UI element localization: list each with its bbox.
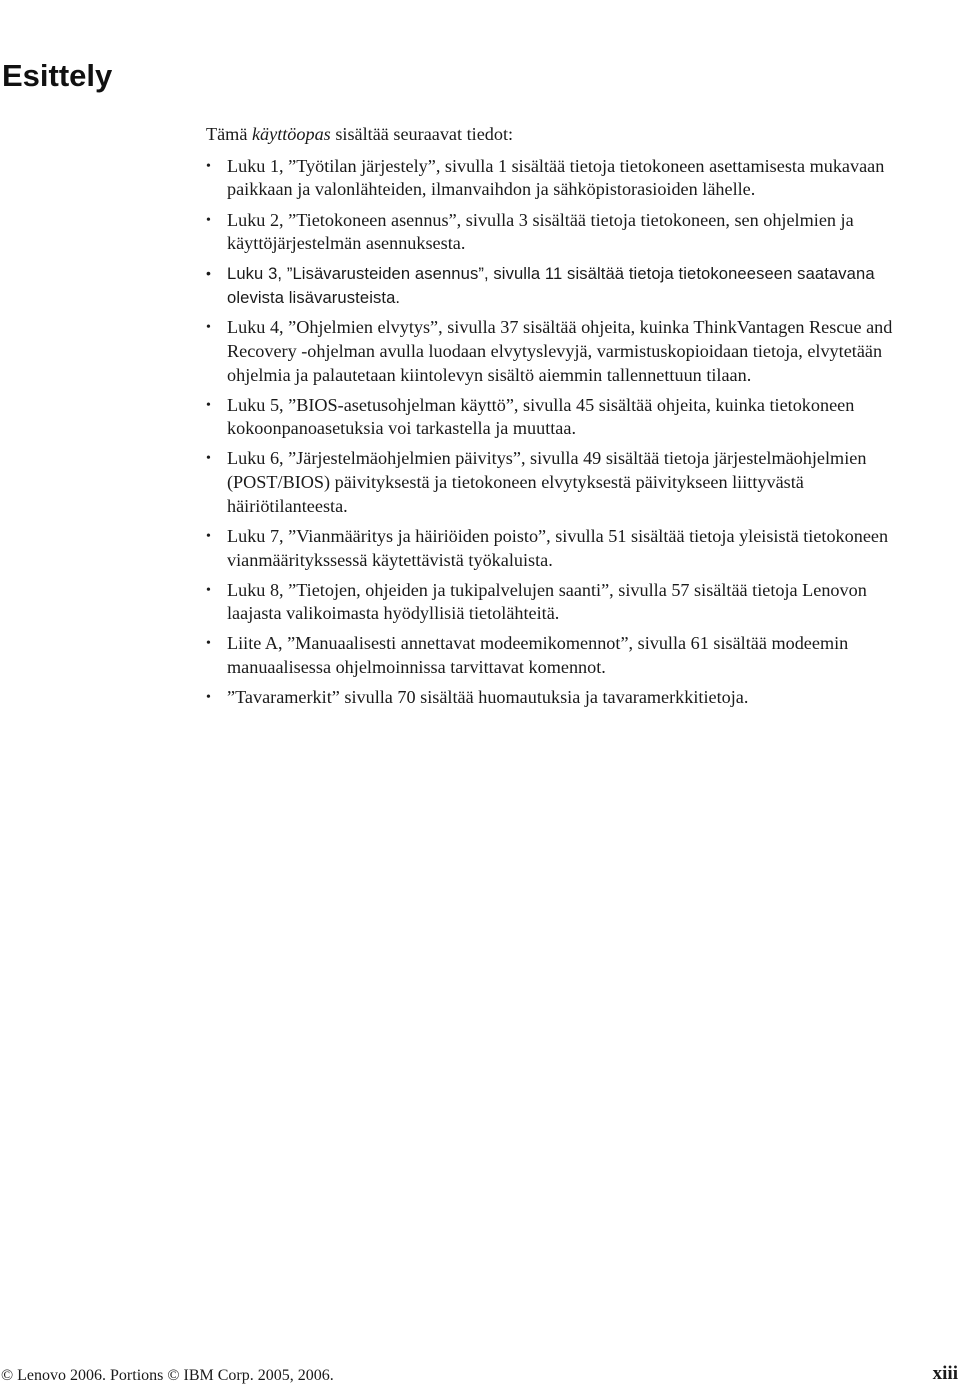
- list-item: [206, 632, 918, 679]
- bullet-icon: •: [206, 690, 211, 706]
- document-body: [206, 123, 918, 716]
- list-item-text: Luku 1, ”Työtilan järjestely”, sivulla 1 sisältää tietoja tietokoneen asettamisesta mukavaan paikkaan ja valonlähteiden, ilmanvaihdon ja sähköpistorasioiden lähelle.: [227, 155, 885, 200]
- list-item: [206, 316, 918, 387]
- bullet-icon: •: [206, 451, 211, 467]
- list-item: [206, 579, 918, 626]
- list-item-text: Luku 2, ”Tietokoneen asennus”, sivulla 3 sisältää tietoja tietokoneen, sen ohjelmien ja käyttöjärjestelmän asennuksesta.: [227, 209, 854, 254]
- list-item: [206, 155, 918, 202]
- list-item: [206, 262, 918, 309]
- page-title: Esittely: [2, 58, 113, 93]
- list-item-text: Luku 5, ”BIOS-asetusohjelman käyttö”, sivulla 45 sisältää ohjeita, kuinka tietokoneen kokoonpanoasetuksia voi tarkastella ja muuttaa.: [227, 394, 855, 439]
- list-item: [206, 686, 918, 710]
- list-item-text: Luku 8, ”Tietojen, ohjeiden ja tukipalvelujen saanti”, sivulla 57 sisältää tietoja Lenovon laajasta valikoimasta hyödyllisiä tietolähteitä.: [227, 579, 867, 624]
- bullet-icon: •: [206, 636, 211, 652]
- list-item-text: Luku 4, ”Ohjelmien elvytys”, sivulla 37 sisältää ohjeita, kuinka ThinkVantagen Rescue and Recovery -ohjelman avulla luodaan elvytyslevyjä, varmistuskopioidaan tietoja, elvytetään ohjelmia ja palautetaan kiintolevyn sisältö aiemmin tallennettuun tilaan.: [227, 317, 893, 385]
- page-footer: [0, 1363, 960, 1390]
- list-item: [206, 447, 918, 518]
- intro-text-end: sisältää seuraavat tiedot:: [330, 124, 514, 144]
- list-item: [206, 394, 918, 441]
- list-item-text: Luku 3, ”Lisävarusteiden asennus”, sivulla 11 sisältää tietoja tietokoneeseen saatavana olevista lisävarusteista.: [227, 264, 875, 307]
- page-number: xiii: [932, 1363, 958, 1384]
- bullet-icon: •: [206, 397, 211, 413]
- bullet-icon: •: [206, 158, 211, 174]
- list-item-text: Luku 6, ”Järjestelmäohjelmien päivitys”, sivulla 49 sisältää tietoja järjestelmäohjelmien (POST/BIOS) päivityksestä ja tietokoneen elvytyksestä päivitykseen liittyvästä häiriötilanteesta.: [227, 448, 867, 516]
- bullet-icon: •: [206, 582, 211, 598]
- bullet-icon: •: [206, 528, 211, 544]
- copyright-notice: © Lenovo 2006. Portions © IBM Corp. 2005, 2006.: [1, 1367, 334, 1384]
- intro-paragraph: [206, 123, 918, 147]
- list-item-text: ”Tavaramerkit” sivulla 70 sisältää huomautuksia ja tavaramerkkitietoja.: [227, 687, 749, 708]
- bullet-icon: •: [206, 212, 211, 228]
- intro-text-start: Tämä: [206, 124, 252, 144]
- list-item: [206, 209, 918, 256]
- list-item: [206, 525, 918, 572]
- intro-emphasis: käyttöopas: [251, 124, 331, 144]
- list-item-text: Liite A, ”Manuaalisesti annettavat modeemikomennot”, sivulla 61 sisältää modeemin manuaalisessa ohjelmoinnissa tarvittavat komennot.: [227, 633, 849, 678]
- chapter-list: [206, 155, 918, 710]
- list-item-text: Luku 7, ”Vianmääritys ja häiriöiden poisto”, sivulla 51 sisältää tietoja yleisistä tietokoneen vianmääritykssessä käytettävistä työkaluista.: [227, 525, 889, 570]
- bullet-icon: •: [206, 320, 211, 336]
- bullet-icon: •: [206, 265, 212, 282]
